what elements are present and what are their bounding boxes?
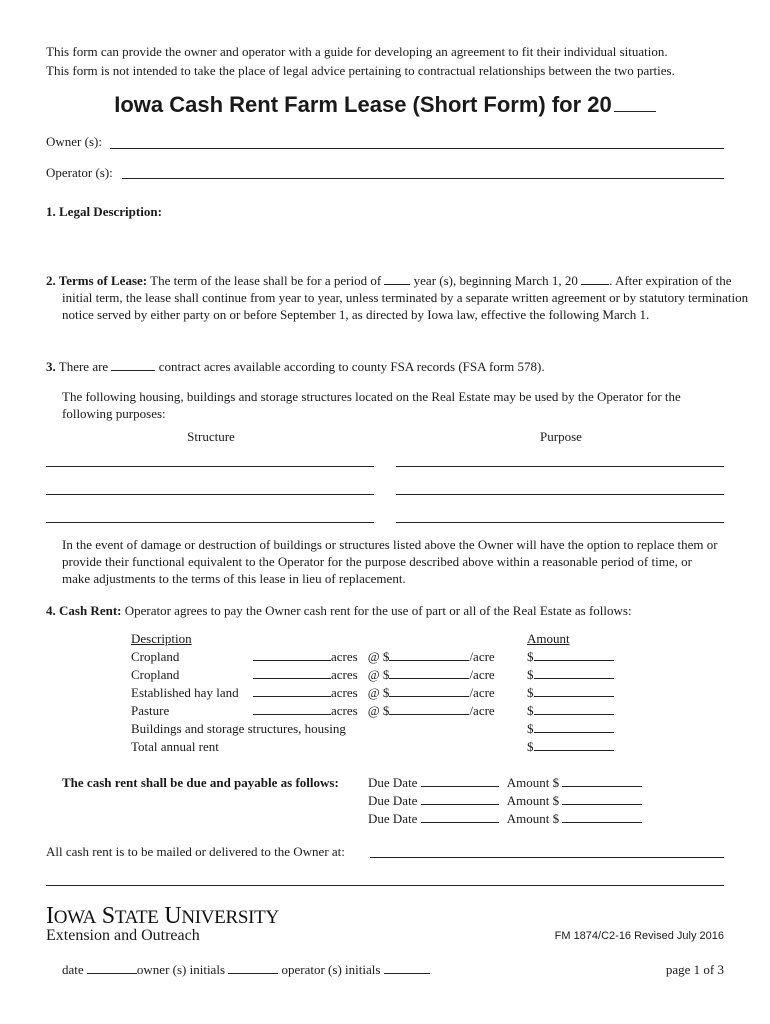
structures-intro: The following housing, buildings and storage structures located on the Real Estate may be used by the Operator for the following purposes: xyxy=(62,389,681,421)
date-label: date xyxy=(62,962,84,977)
lease-years-blank[interactable] xyxy=(384,273,410,285)
title-year-blank[interactable] xyxy=(614,93,656,112)
extension-outreach-label: Extension and Outreach xyxy=(46,927,200,944)
purpose-field[interactable] xyxy=(396,522,724,523)
structure-column-header: Structure xyxy=(187,429,235,444)
per-acre-label: /acre xyxy=(469,667,495,682)
page-title-text: Iowa Cash Rent Farm Lease (Short Form) for 20 xyxy=(114,92,612,117)
acres-blank[interactable] xyxy=(253,685,331,697)
total-row xyxy=(131,739,219,757)
rent-row-amount xyxy=(527,685,614,703)
per-acre-label: /acre xyxy=(469,649,495,664)
due-amount-blank[interactable] xyxy=(562,793,642,805)
page-title xyxy=(0,92,770,118)
rent-row-description: Cropland xyxy=(131,649,180,664)
mail-label: All cash rent is to be mailed or delivered to the Owner at: xyxy=(46,844,345,859)
date-blank[interactable] xyxy=(87,962,137,974)
rent-row-description: Established hay land xyxy=(131,685,239,700)
dollar-sign: $ xyxy=(527,739,534,754)
due-heading: The cash rent shall be due and payable as follows: xyxy=(62,775,339,790)
owner-initials-blank[interactable] xyxy=(228,962,278,974)
purpose-column-header: Purpose xyxy=(540,429,582,444)
page-number: page 1 of 3 xyxy=(665,962,724,977)
operator-label: Operator (s): xyxy=(46,165,113,180)
rent-row-description: Pasture xyxy=(131,703,170,718)
rent-row-description: Cropland xyxy=(131,667,180,682)
rate-blank[interactable] xyxy=(389,685,469,697)
terms-body: expiration of the initial term, the lease shall continue from year to year, unless terminated by a separate written agreement or by statutory termination notice served by either party on or before September 1, as directed by Iowa law, effective the following March 1. xyxy=(62,273,749,322)
dollar-sign: $ xyxy=(527,667,534,682)
rent-row-amount xyxy=(527,667,614,685)
logo-letter: S xyxy=(101,903,115,929)
rent-row xyxy=(131,667,495,685)
purpose-field[interactable] xyxy=(396,494,724,495)
at-dollar-label: @ $ xyxy=(367,649,390,664)
per-acre-label: /acre xyxy=(469,685,495,700)
logo-letter: I xyxy=(46,903,54,929)
buildings-row xyxy=(131,721,346,739)
logo-letter: U xyxy=(164,903,182,929)
intro-line-1: This form can provide the owner and operator with a guide for developing an agreement to fit their individual situation. xyxy=(46,44,668,59)
rent-row xyxy=(131,685,495,703)
at-dollar-label: @ $ xyxy=(367,685,390,700)
amount-blank[interactable] xyxy=(534,685,614,697)
dollar-sign: $ xyxy=(527,703,534,718)
rate-blank[interactable] xyxy=(389,703,469,715)
due-date-blank[interactable] xyxy=(421,775,499,787)
logo-letters: NIVERSITY xyxy=(181,907,279,928)
dollar-sign: $ xyxy=(527,649,534,664)
total-amount xyxy=(527,739,614,757)
at-dollar-label: @ $ xyxy=(367,667,390,682)
buildings-label: Buildings and storage structures, housing xyxy=(131,721,346,736)
due-date-blank[interactable] xyxy=(421,811,499,823)
structure-field[interactable] xyxy=(46,466,374,467)
owner-field[interactable] xyxy=(110,148,724,149)
amount-blank[interactable] xyxy=(534,667,614,679)
acres-label: acres xyxy=(331,703,358,718)
logo-letters: TATE xyxy=(114,907,159,928)
mail-address-field[interactable] xyxy=(370,857,724,858)
terms-of-lease: 2. Terms of Lease: The term of the lease shall be for a period of year (s), beginning March 1, 20 . After expiration of the initial term, the lease shall continue from year to year, unless terminated by a separate written agreement or by statutory termination notice served by either party on or before September 1, as directed by Iowa law, effective the following March 1. xyxy=(46,273,749,322)
due-date-blank[interactable] xyxy=(421,793,499,805)
rent-row xyxy=(131,703,495,721)
acres-blank[interactable] xyxy=(253,667,331,679)
lease-start-year-blank[interactable] xyxy=(581,273,609,285)
dollar-sign: $ xyxy=(527,721,534,736)
contract-acres-line: 3. There are contract acres available according to county FSA records (FSA form 578). xyxy=(46,359,545,374)
buildings-amount-blank[interactable] xyxy=(534,721,614,733)
operator-initials-label: operator (s) initials xyxy=(281,962,381,977)
isu-logo xyxy=(46,903,279,930)
rate-blank[interactable] xyxy=(389,667,469,679)
rent-row-amount xyxy=(527,703,614,721)
buildings-amount xyxy=(527,721,614,739)
due-amount-blank[interactable] xyxy=(562,811,642,823)
intro-line-2: This form is not intended to take the place of legal advice pertaining to contractual relationships between the two parties. xyxy=(46,63,675,78)
description-column-header: Description xyxy=(131,631,192,646)
per-acre-label: /acre xyxy=(469,703,495,718)
amount-blank[interactable] xyxy=(534,649,614,661)
amount-blank[interactable] xyxy=(534,703,614,715)
amount-dollar-label: Amount $ xyxy=(506,811,560,826)
logo-letters: OWA xyxy=(53,907,97,928)
total-label: Total annual rent xyxy=(131,739,219,754)
due-row xyxy=(368,775,642,791)
due-row xyxy=(368,811,642,827)
acres-label: acres xyxy=(331,649,358,664)
due-date-label: Due Date xyxy=(368,793,418,808)
form-number: FM 1874/C2-16 Revised July 2016 xyxy=(554,930,724,942)
due-date-label: Due Date xyxy=(368,811,418,826)
acres-label: acres xyxy=(331,685,358,700)
rent-table-header xyxy=(131,631,192,649)
dollar-sign: $ xyxy=(527,685,534,700)
acres-blank[interactable] xyxy=(253,649,331,661)
structure-field[interactable] xyxy=(46,522,374,523)
legal-description-heading: 1. Legal Description: xyxy=(46,204,162,219)
cash-rent-heading: 4. Cash Rent: xyxy=(46,603,122,618)
operator-field[interactable] xyxy=(122,178,724,179)
acres-blank[interactable] xyxy=(253,703,331,715)
amount-column-header: Amount xyxy=(527,631,570,646)
intro-text xyxy=(46,42,736,80)
amount-dollar-label: Amount $ xyxy=(506,775,560,790)
structure-field[interactable] xyxy=(46,494,374,495)
initials-line xyxy=(62,962,430,978)
contract-acres-blank[interactable] xyxy=(111,359,155,371)
total-amount-blank[interactable] xyxy=(534,739,614,751)
due-row xyxy=(368,793,642,809)
operator-initials-blank[interactable] xyxy=(384,962,430,974)
due-date-label: Due Date xyxy=(368,775,418,790)
owner-label: Owner (s): xyxy=(46,134,102,149)
mail-address-field-2[interactable] xyxy=(46,885,724,886)
purpose-field[interactable] xyxy=(396,466,724,467)
amount-dollar-label: Amount $ xyxy=(506,793,560,808)
rent-row-amount xyxy=(527,649,614,667)
damage-clause: In the event of damage or destruction of buildings or structures listed above the Owner will have the option to replace them or provide their functional equivalent to the Operator for the purpose described above within a reasonable period of time, or make adjustments to the terms of this lease in lieu of replacement. xyxy=(62,537,718,586)
at-dollar-label: @ $ xyxy=(367,703,390,718)
rate-blank[interactable] xyxy=(389,649,469,661)
rent-row xyxy=(131,649,495,667)
cash-rent-line: 4. Cash Rent: Operator agrees to pay the Owner cash rent for the use of part or all of the Real Estate as follows: xyxy=(46,603,632,618)
terms-heading: 2. Terms of Lease: xyxy=(46,273,148,288)
amount-column-header-wrap xyxy=(527,631,570,649)
acres-label: acres xyxy=(331,667,358,682)
due-amount-blank[interactable] xyxy=(562,775,642,787)
owner-initials-label: owner (s) initials xyxy=(136,962,225,977)
